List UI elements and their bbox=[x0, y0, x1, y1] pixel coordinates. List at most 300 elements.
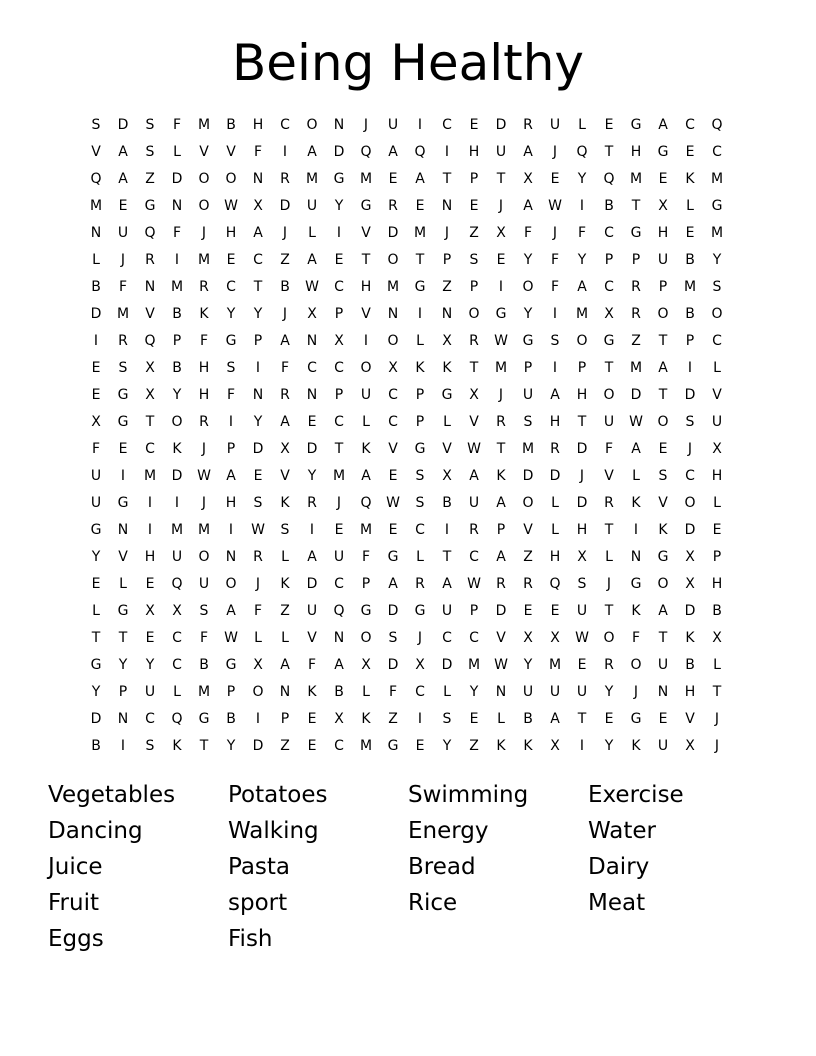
grid-letter: I bbox=[120, 738, 126, 754]
grid-letter: V bbox=[91, 144, 101, 160]
grid-letter: E bbox=[388, 522, 398, 538]
grid-letter: O bbox=[306, 117, 318, 133]
grid-letter: A bbox=[307, 144, 317, 160]
grid-letter: K bbox=[415, 360, 425, 376]
grid-letter: Y bbox=[307, 468, 317, 484]
grid-letter: R bbox=[631, 306, 641, 322]
grid-letter: V bbox=[442, 441, 452, 457]
grid-letter: L bbox=[173, 684, 181, 700]
grid-letter: J bbox=[363, 117, 369, 133]
grid-letter: E bbox=[307, 414, 317, 430]
grid-letter: G bbox=[630, 711, 642, 727]
grid-letter: K bbox=[658, 522, 668, 538]
grid-letter: U bbox=[306, 603, 318, 619]
grid-letter: K bbox=[199, 306, 209, 322]
grid-letter: F bbox=[172, 225, 182, 241]
grid-letter: V bbox=[712, 387, 722, 403]
grid-letter: N bbox=[279, 684, 291, 700]
grid-letter: I bbox=[309, 522, 315, 538]
grid-letter: Z bbox=[469, 738, 479, 754]
grid-letter: O bbox=[198, 171, 210, 187]
grid-letter: A bbox=[388, 144, 398, 160]
grid-letter: M bbox=[143, 468, 157, 484]
grid-letter: E bbox=[226, 252, 236, 268]
grid-letter: H bbox=[657, 225, 669, 241]
grid-letter: Z bbox=[388, 711, 398, 727]
grid-letter: Y bbox=[91, 684, 101, 700]
grid-letter: N bbox=[495, 684, 507, 700]
grid-letter: P bbox=[658, 279, 668, 295]
grid-letter: N bbox=[117, 522, 129, 538]
grid-letter: E bbox=[658, 441, 668, 457]
grid-letter: C bbox=[280, 117, 290, 133]
grid-letter: J bbox=[417, 630, 423, 646]
grid-letter: G bbox=[360, 198, 372, 214]
grid-letter: B bbox=[712, 603, 722, 619]
grid-letter: E bbox=[604, 117, 614, 133]
grid-letter: L bbox=[416, 333, 424, 349]
grid-letter: X bbox=[415, 657, 425, 673]
grid-letter: N bbox=[144, 279, 156, 295]
grid-letter: P bbox=[442, 252, 452, 268]
grid-letter: F bbox=[118, 279, 128, 295]
grid-letter: C bbox=[334, 414, 344, 430]
grid-letter: W bbox=[251, 522, 265, 538]
grid-letter: S bbox=[253, 495, 263, 511]
grid-letter: A bbox=[226, 603, 236, 619]
grid-letter: U bbox=[522, 684, 534, 700]
grid-letter: A bbox=[118, 171, 128, 187]
grid-letter: G bbox=[198, 711, 210, 727]
grid-letter: C bbox=[442, 630, 452, 646]
grid-letter: E bbox=[577, 657, 587, 673]
grid-letter: A bbox=[118, 144, 128, 160]
grid-letter: L bbox=[578, 117, 586, 133]
grid-letter: C bbox=[415, 684, 425, 700]
grid-letter: H bbox=[225, 495, 237, 511]
grid-letter: Y bbox=[523, 252, 533, 268]
grid-letter: J bbox=[444, 225, 450, 241]
word-list-item: Water bbox=[588, 818, 656, 844]
grid-letter: Y bbox=[145, 657, 155, 673]
grid-letter: M bbox=[359, 171, 373, 187]
grid-letter: H bbox=[198, 387, 210, 403]
word-list-item: Dancing bbox=[48, 818, 143, 844]
grid-letter: T bbox=[604, 360, 614, 376]
grid-letter: D bbox=[252, 738, 264, 754]
grid-letter: P bbox=[334, 306, 344, 322]
grid-letter: V bbox=[388, 441, 398, 457]
grid-letter: C bbox=[172, 657, 182, 673]
grid-letter: K bbox=[442, 360, 452, 376]
grid-letter: G bbox=[414, 441, 426, 457]
grid-letter: G bbox=[117, 495, 129, 511]
grid-letter: N bbox=[306, 333, 318, 349]
grid-letter: W bbox=[467, 441, 481, 457]
grid-letter: Q bbox=[576, 144, 588, 160]
grid-letter: X bbox=[469, 387, 479, 403]
grid-letter: K bbox=[172, 441, 182, 457]
grid-letter: E bbox=[712, 522, 722, 538]
grid-letter: X bbox=[388, 360, 398, 376]
grid-letter: E bbox=[685, 144, 695, 160]
grid-letter: Y bbox=[604, 684, 614, 700]
grid-letter: V bbox=[307, 630, 317, 646]
grid-letter: P bbox=[415, 414, 425, 430]
grid-letter: C bbox=[685, 468, 695, 484]
grid-letter: V bbox=[145, 306, 155, 322]
grid-letter: A bbox=[442, 576, 452, 592]
grid-letter: D bbox=[90, 711, 102, 727]
grid-letter: G bbox=[225, 333, 237, 349]
grid-letter: L bbox=[713, 657, 721, 673]
grid-letter: I bbox=[363, 333, 369, 349]
grid-letter: T bbox=[496, 441, 506, 457]
grid-letter: D bbox=[441, 657, 453, 673]
grid-letter: T bbox=[469, 360, 479, 376]
grid-letter: G bbox=[414, 603, 426, 619]
grid-letter: W bbox=[467, 576, 481, 592]
grid-letter: H bbox=[360, 279, 372, 295]
grid-letter: F bbox=[199, 333, 209, 349]
grid-letter: U bbox=[117, 225, 129, 241]
word-list-item: Eggs bbox=[48, 926, 104, 952]
grid-letter: W bbox=[548, 198, 562, 214]
grid-letter: O bbox=[171, 414, 183, 430]
grid-letter: U bbox=[576, 603, 588, 619]
grid-letter: K bbox=[496, 738, 506, 754]
word-list-item: Meat bbox=[588, 890, 646, 916]
grid-letter: X bbox=[550, 630, 560, 646]
grid-letter: Z bbox=[145, 171, 155, 187]
grid-letter: H bbox=[549, 414, 561, 430]
grid-letter: J bbox=[633, 684, 639, 700]
grid-letter: H bbox=[198, 360, 210, 376]
grid-letter: T bbox=[91, 630, 101, 646]
grid-letter: Y bbox=[604, 738, 614, 754]
grid-letter: S bbox=[280, 522, 290, 538]
grid-letter: K bbox=[280, 576, 290, 592]
grid-letter: W bbox=[386, 495, 400, 511]
grid-letter: L bbox=[686, 198, 694, 214]
grid-letter: E bbox=[658, 711, 668, 727]
grid-letter: U bbox=[144, 684, 156, 700]
grid-letter: I bbox=[552, 306, 558, 322]
grid-letter: V bbox=[199, 144, 209, 160]
grid-letter: Q bbox=[360, 144, 372, 160]
word-search-grid bbox=[84, 112, 732, 760]
grid-letter: D bbox=[684, 387, 696, 403]
grid-letter: X bbox=[496, 225, 506, 241]
grid-letter: N bbox=[333, 630, 345, 646]
grid-letter: C bbox=[469, 549, 479, 565]
grid-letter: M bbox=[548, 657, 562, 673]
grid-letter: P bbox=[469, 171, 479, 187]
grid-letter: F bbox=[631, 630, 641, 646]
grid-letter: J bbox=[498, 387, 504, 403]
grid-letter: L bbox=[632, 468, 640, 484]
grid-letter: E bbox=[658, 171, 668, 187]
grid-letter: C bbox=[172, 630, 182, 646]
grid-letter: F bbox=[523, 225, 533, 241]
grid-letter: P bbox=[496, 522, 506, 538]
grid-letter: Q bbox=[144, 225, 156, 241]
grid-letter: S bbox=[469, 252, 479, 268]
grid-letter: D bbox=[495, 117, 507, 133]
grid-letter: G bbox=[225, 657, 237, 673]
grid-letter: M bbox=[197, 117, 211, 133]
grid-letter: J bbox=[201, 441, 207, 457]
grid-letter: C bbox=[226, 279, 236, 295]
grid-letter: A bbox=[307, 549, 317, 565]
grid-letter: U bbox=[360, 387, 372, 403]
grid-letter: C bbox=[712, 144, 722, 160]
grid-letter: M bbox=[89, 198, 103, 214]
grid-letter: A bbox=[496, 495, 506, 511]
grid-letter: W bbox=[629, 414, 643, 430]
grid-letter: X bbox=[307, 306, 317, 322]
grid-letter: Y bbox=[118, 657, 128, 673]
grid-letter: D bbox=[306, 576, 318, 592]
grid-letter: K bbox=[685, 171, 695, 187]
grid-letter: T bbox=[442, 171, 452, 187]
grid-letter: Z bbox=[469, 225, 479, 241]
grid-letter: X bbox=[685, 549, 695, 565]
grid-letter: R bbox=[280, 171, 290, 187]
grid-letter: X bbox=[172, 603, 182, 619]
grid-letter: B bbox=[172, 306, 182, 322]
grid-letter: E bbox=[604, 711, 614, 727]
grid-letter: R bbox=[604, 495, 614, 511]
grid-letter: D bbox=[171, 171, 183, 187]
grid-letter: L bbox=[605, 549, 613, 565]
grid-letter: S bbox=[226, 360, 236, 376]
grid-letter: K bbox=[685, 630, 695, 646]
grid-letter: O bbox=[657, 414, 669, 430]
grid-letter: B bbox=[685, 657, 695, 673]
grid-letter: T bbox=[658, 333, 668, 349]
grid-letter: Q bbox=[171, 576, 183, 592]
word-list-item: Juice bbox=[48, 854, 103, 880]
grid-letter: T bbox=[415, 252, 425, 268]
grid-letter: S bbox=[118, 360, 128, 376]
grid-letter: P bbox=[118, 684, 128, 700]
grid-letter: D bbox=[171, 468, 183, 484]
grid-letter: D bbox=[387, 603, 399, 619]
grid-letter: M bbox=[521, 441, 535, 457]
grid-letter: O bbox=[684, 495, 696, 511]
grid-letter: L bbox=[443, 414, 451, 430]
grid-letter: R bbox=[631, 279, 641, 295]
word-list-item: Rice bbox=[408, 890, 458, 916]
grid-letter: T bbox=[604, 603, 614, 619]
grid-letter: L bbox=[92, 603, 100, 619]
grid-letter: T bbox=[577, 711, 587, 727]
grid-letter: K bbox=[280, 495, 290, 511]
grid-letter: E bbox=[685, 225, 695, 241]
grid-letter: X bbox=[145, 387, 155, 403]
grid-letter: W bbox=[305, 279, 319, 295]
grid-letter: I bbox=[120, 468, 126, 484]
grid-letter: D bbox=[279, 198, 291, 214]
grid-letter: N bbox=[252, 387, 264, 403]
grid-letter: P bbox=[523, 360, 533, 376]
grid-letter: E bbox=[118, 441, 128, 457]
grid-letter: W bbox=[224, 198, 238, 214]
grid-letter: L bbox=[173, 144, 181, 160]
grid-letter: M bbox=[710, 225, 724, 241]
grid-letter: T bbox=[631, 198, 641, 214]
grid-letter: J bbox=[201, 225, 207, 241]
grid-letter: Q bbox=[549, 576, 561, 592]
grid-letter: I bbox=[255, 711, 261, 727]
grid-letter: Y bbox=[172, 387, 182, 403]
word-list-item: Potatoes bbox=[228, 782, 328, 808]
grid-letter: E bbox=[388, 468, 398, 484]
grid-letter: P bbox=[226, 441, 236, 457]
grid-letter: C bbox=[307, 360, 317, 376]
grid-letter: P bbox=[469, 603, 479, 619]
grid-letter: N bbox=[630, 549, 642, 565]
grid-letter: M bbox=[359, 738, 373, 754]
grid-letter: J bbox=[714, 711, 720, 727]
grid-letter: L bbox=[551, 522, 559, 538]
grid-letter: R bbox=[253, 549, 263, 565]
grid-letter: N bbox=[657, 684, 669, 700]
grid-letter: R bbox=[604, 657, 614, 673]
grid-letter: Y bbox=[469, 684, 479, 700]
grid-letter: S bbox=[685, 414, 695, 430]
grid-letter: D bbox=[630, 387, 642, 403]
grid-letter: E bbox=[118, 198, 128, 214]
grid-letter: V bbox=[523, 522, 533, 538]
grid-letter: X bbox=[577, 549, 587, 565]
grid-letter: X bbox=[253, 657, 263, 673]
grid-letter: I bbox=[444, 522, 450, 538]
grid-letter: Y bbox=[253, 414, 263, 430]
grid-letter: T bbox=[604, 522, 614, 538]
grid-letter: K bbox=[631, 495, 641, 511]
grid-letter: O bbox=[603, 387, 615, 403]
grid-letter: U bbox=[468, 495, 480, 511]
grid-letter: J bbox=[687, 441, 693, 457]
grid-letter: G bbox=[711, 198, 723, 214]
grid-letter: F bbox=[253, 603, 263, 619]
grid-letter: F bbox=[604, 441, 614, 457]
grid-letter: I bbox=[147, 495, 153, 511]
grid-letter: L bbox=[551, 495, 559, 511]
grid-letter: K bbox=[496, 468, 506, 484]
grid-letter: Q bbox=[360, 495, 372, 511]
grid-letter: I bbox=[93, 333, 99, 349]
grid-letter: X bbox=[685, 576, 695, 592]
grid-letter: R bbox=[496, 576, 506, 592]
grid-letter: C bbox=[334, 738, 344, 754]
grid-letter: U bbox=[549, 117, 561, 133]
grid-letter: S bbox=[712, 279, 722, 295]
grid-letter: C bbox=[253, 252, 263, 268]
grid-letter: C bbox=[388, 414, 398, 430]
word-list-item: Fruit bbox=[48, 890, 99, 916]
grid-letter: M bbox=[413, 225, 427, 241]
grid-letter: I bbox=[417, 711, 423, 727]
grid-letter: J bbox=[498, 198, 504, 214]
grid-letter: U bbox=[306, 198, 318, 214]
grid-letter: E bbox=[388, 171, 398, 187]
grid-letter: G bbox=[360, 603, 372, 619]
grid-letter: N bbox=[333, 117, 345, 133]
grid-letter: O bbox=[657, 576, 669, 592]
grid-letter: F bbox=[550, 252, 560, 268]
grid-letter: J bbox=[282, 306, 288, 322]
grid-letter: F bbox=[172, 117, 182, 133]
grid-letter: E bbox=[91, 576, 101, 592]
grid-letter: P bbox=[577, 360, 587, 376]
grid-letter: D bbox=[90, 306, 102, 322]
grid-letter: A bbox=[658, 360, 668, 376]
grid-letter: O bbox=[198, 198, 210, 214]
grid-letter: J bbox=[282, 225, 288, 241]
grid-letter: H bbox=[711, 468, 723, 484]
grid-letter: X bbox=[91, 414, 101, 430]
grid-letter: R bbox=[280, 387, 290, 403]
grid-letter: H bbox=[711, 576, 723, 592]
grid-letter: Q bbox=[414, 144, 426, 160]
grid-letter: R bbox=[550, 441, 560, 457]
grid-letter: L bbox=[281, 630, 289, 646]
grid-letter: O bbox=[576, 333, 588, 349]
grid-letter: M bbox=[197, 252, 211, 268]
grid-letter: I bbox=[228, 522, 234, 538]
grid-letter: F bbox=[361, 549, 371, 565]
grid-letter: A bbox=[361, 468, 371, 484]
grid-letter: Z bbox=[631, 333, 641, 349]
grid-letter: F bbox=[550, 279, 560, 295]
grid-letter: A bbox=[577, 279, 587, 295]
grid-letter: G bbox=[387, 738, 399, 754]
grid-letter: C bbox=[712, 333, 722, 349]
grid-letter: D bbox=[684, 522, 696, 538]
grid-letter: V bbox=[658, 495, 668, 511]
grid-letter: X bbox=[442, 333, 452, 349]
grid-letter: S bbox=[145, 738, 155, 754]
word-list-item: Energy bbox=[408, 818, 489, 844]
grid-letter: A bbox=[280, 657, 290, 673]
grid-letter: H bbox=[144, 549, 156, 565]
grid-letter: G bbox=[117, 387, 129, 403]
grid-letter: G bbox=[414, 279, 426, 295]
grid-letter: H bbox=[576, 522, 588, 538]
grid-letter: X bbox=[604, 306, 614, 322]
grid-letter: O bbox=[360, 630, 372, 646]
grid-letter: X bbox=[550, 738, 560, 754]
grid-letter: T bbox=[658, 630, 668, 646]
grid-letter: O bbox=[468, 306, 480, 322]
grid-letter: U bbox=[711, 414, 723, 430]
grid-letter: U bbox=[549, 684, 561, 700]
grid-letter: I bbox=[417, 306, 423, 322]
grid-letter: Y bbox=[577, 171, 587, 187]
grid-letter: G bbox=[117, 603, 129, 619]
grid-letter: M bbox=[170, 522, 184, 538]
grid-letter: N bbox=[90, 225, 102, 241]
grid-letter: F bbox=[388, 684, 398, 700]
grid-letter: M bbox=[386, 279, 400, 295]
grid-letter: Y bbox=[253, 306, 263, 322]
grid-letter: H bbox=[225, 225, 237, 241]
grid-letter: J bbox=[255, 576, 261, 592]
grid-letter: A bbox=[253, 225, 263, 241]
